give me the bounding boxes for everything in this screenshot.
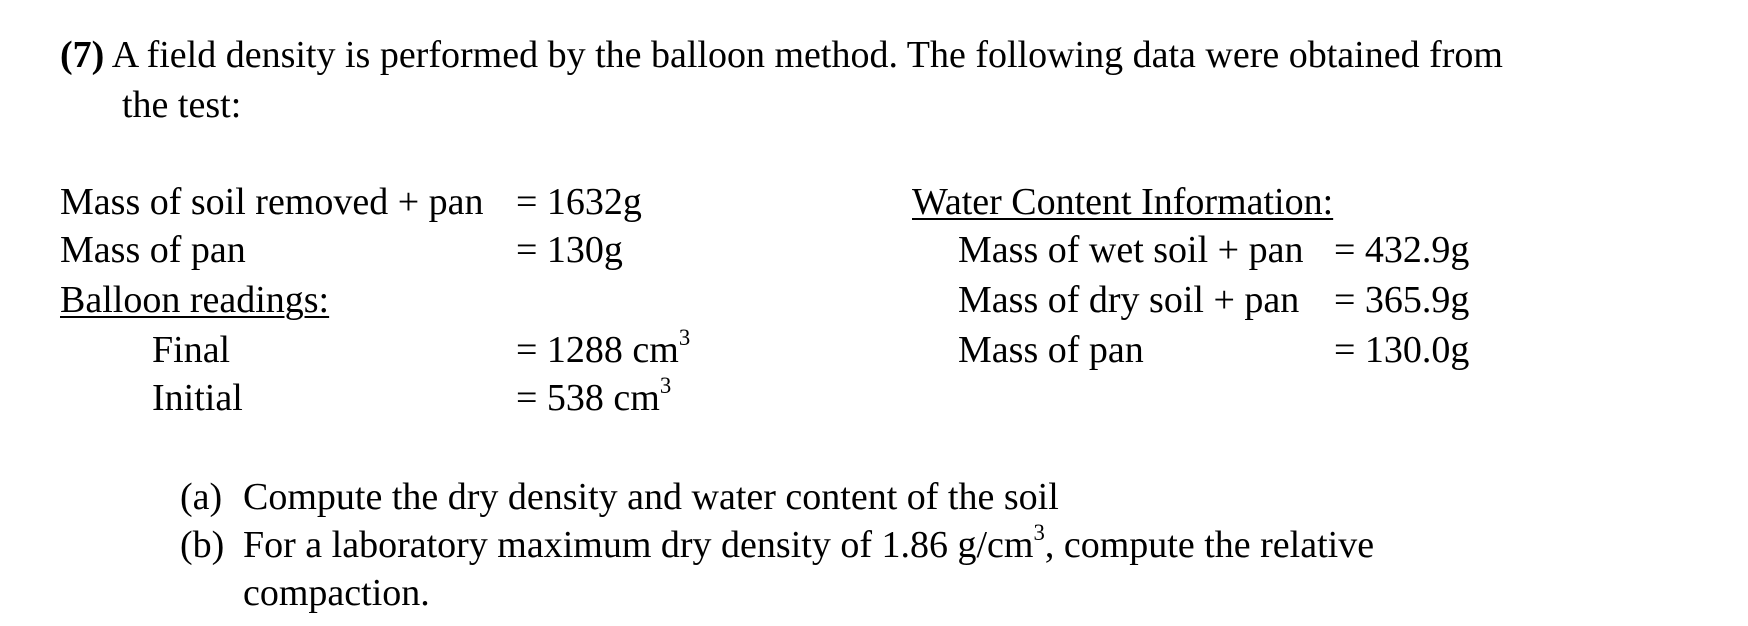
soil-pan-mass-value: = 1632g: [516, 181, 642, 223]
water-pan-mass-value: = 130.0g: [1334, 329, 1470, 371]
problem-number: (7): [60, 34, 105, 76]
soil-pan-mass-label: Mass of soil removed + pan: [60, 181, 484, 223]
initial-reading-exponent: 3: [659, 372, 672, 398]
final-reading-label: Final: [152, 329, 231, 371]
question-a-marker: (a): [180, 476, 223, 518]
dry-soil-mass-value: = 365.9g: [1334, 279, 1470, 321]
water-pan-mass-label: Mass of pan: [958, 329, 1144, 371]
initial-reading-label: Initial: [152, 377, 243, 419]
initial-reading-number: = 538 cm: [516, 377, 660, 419]
water-content-heading: Water Content Information:: [912, 181, 1334, 223]
wet-soil-mass-value: = 432.9g: [1334, 229, 1470, 271]
question-a-text: Compute the dry density and water content of the soil: [243, 476, 1059, 518]
wet-soil-mass-label: Mass of wet soil + pan: [958, 229, 1304, 271]
question-b-text: [243, 519, 1375, 566]
final-reading-number: = 1288 cm: [516, 329, 679, 371]
question-b-exponent: 3: [1033, 519, 1045, 545]
balloon-readings-heading: Balloon readings:: [60, 279, 330, 321]
problem-intro-line-1: [60, 36, 1503, 74]
question-b-line-2: compaction.: [243, 572, 430, 614]
dry-soil-mass-label: Mass of dry soil + pan: [958, 279, 1300, 321]
pan-mass-label: Mass of pan: [60, 229, 246, 271]
initial-reading-value: [516, 372, 672, 419]
problem-intro-line-2: the test:: [122, 84, 242, 126]
final-reading-exponent: 3: [678, 324, 691, 350]
question-b-marker: (b): [180, 524, 225, 566]
final-reading-value: [516, 324, 691, 371]
pan-mass-value: = 130g: [516, 229, 623, 271]
question-b-text-before: For a laboratory maximum dry density of 1.86 g/cm: [243, 524, 1034, 566]
problem-intro-text: A field density is performed by the balloon method. The following data were obtained from: [111, 34, 1503, 76]
question-b-text-after: , compute the relative: [1044, 524, 1375, 566]
